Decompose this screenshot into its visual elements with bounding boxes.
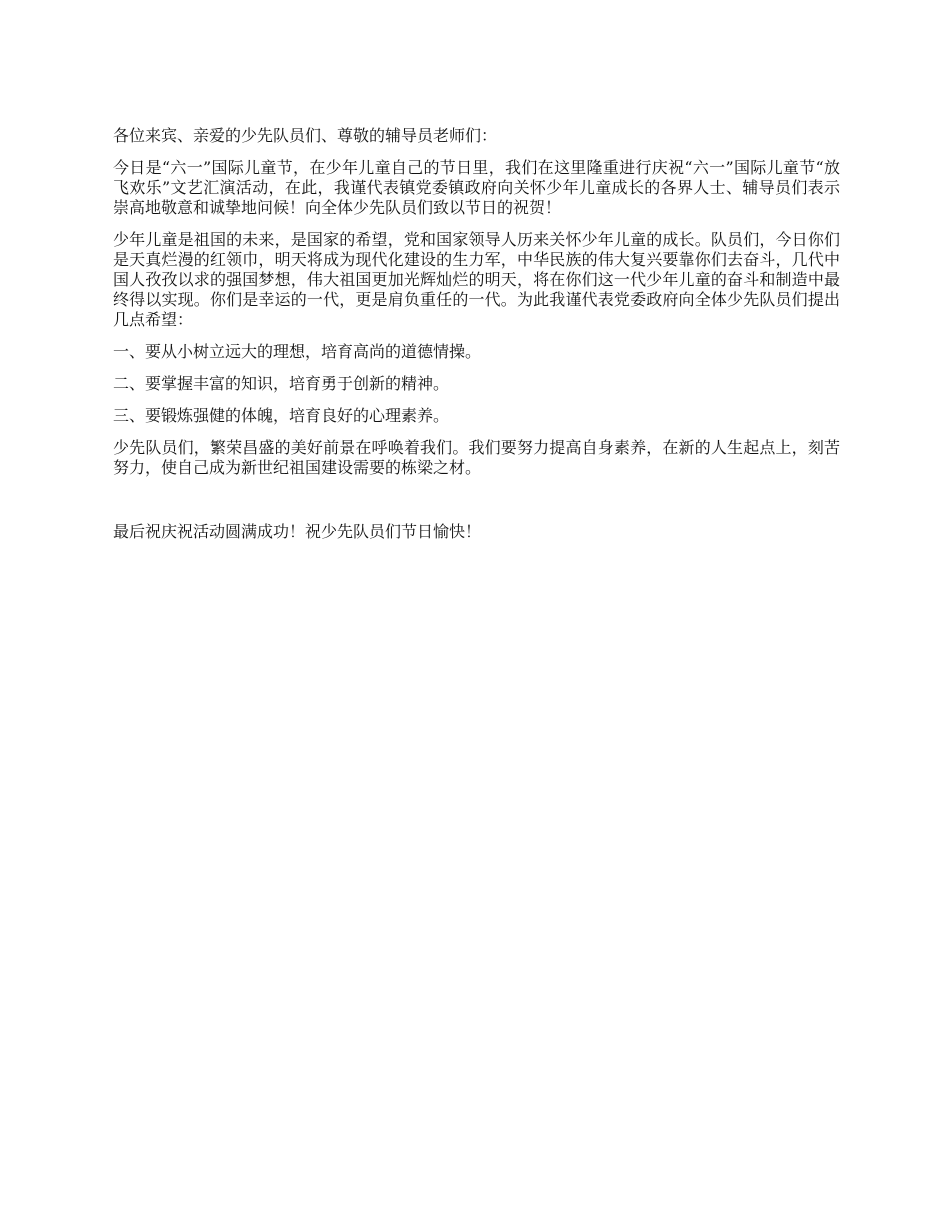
paragraph-greeting: 今日是“六一”国际儿童节，在少年儿童自己的节日里，我们在这里隆重进行庆祝“六一”国际儿童节“放飞欢乐”文艺汇演活动，在此，我谨代表镇党委镇政府向关怀少年儿童成长的各界人士、辅导员们表示崇高地敬意和诚挚地问候！向全体少先队员们致以节日的祝贺！ <box>113 158 840 217</box>
hope-item-3: 三、要锻炼强健的体魄，培育良好的心理素养。 <box>113 406 450 425</box>
paragraph-encouragement: 少先队员们，繁荣昌盛的美好前景在呼唤着我们。我们要努力提高自身素养，在新的人生起点上，刻苦努力，使自己成为新世纪祖国建设需要的栋梁之材。 <box>113 438 840 477</box>
paragraph-future: 少年儿童是祖国的未来，是国家的希望，党和国家领导人历来关怀少年儿童的成长。队员们，今日你们是天真烂漫的红领巾，明天将成为现代化建设的生力军，中华民族的伟大复兴要靠你们去奋斗，几代中国人孜孜以求的强国梦想，伟大祖国更加光辉灿烂的明天，将在你们这一代少年儿童的奋斗和制造中最终得以实现。你们是幸运的一代，更是肩负重任的一代。为此我谨代表党委政府向全体少先队员们提出几点希望： <box>113 230 840 329</box>
document-page <box>113 126 840 554</box>
salutation: 各位来宾、亲爱的少先队员们、尊敬的辅导员老师们： <box>113 126 498 145</box>
closing-wish: 最后祝庆祝活动圆满成功！祝少先队员们节日愉快！ <box>113 522 482 541</box>
hope-item-2: 二、要掌握丰富的知识，培育勇于创新的精神。 <box>113 374 450 393</box>
hope-item-1: 一、要从小树立远大的理想，培育高尚的道德情操。 <box>113 342 482 361</box>
